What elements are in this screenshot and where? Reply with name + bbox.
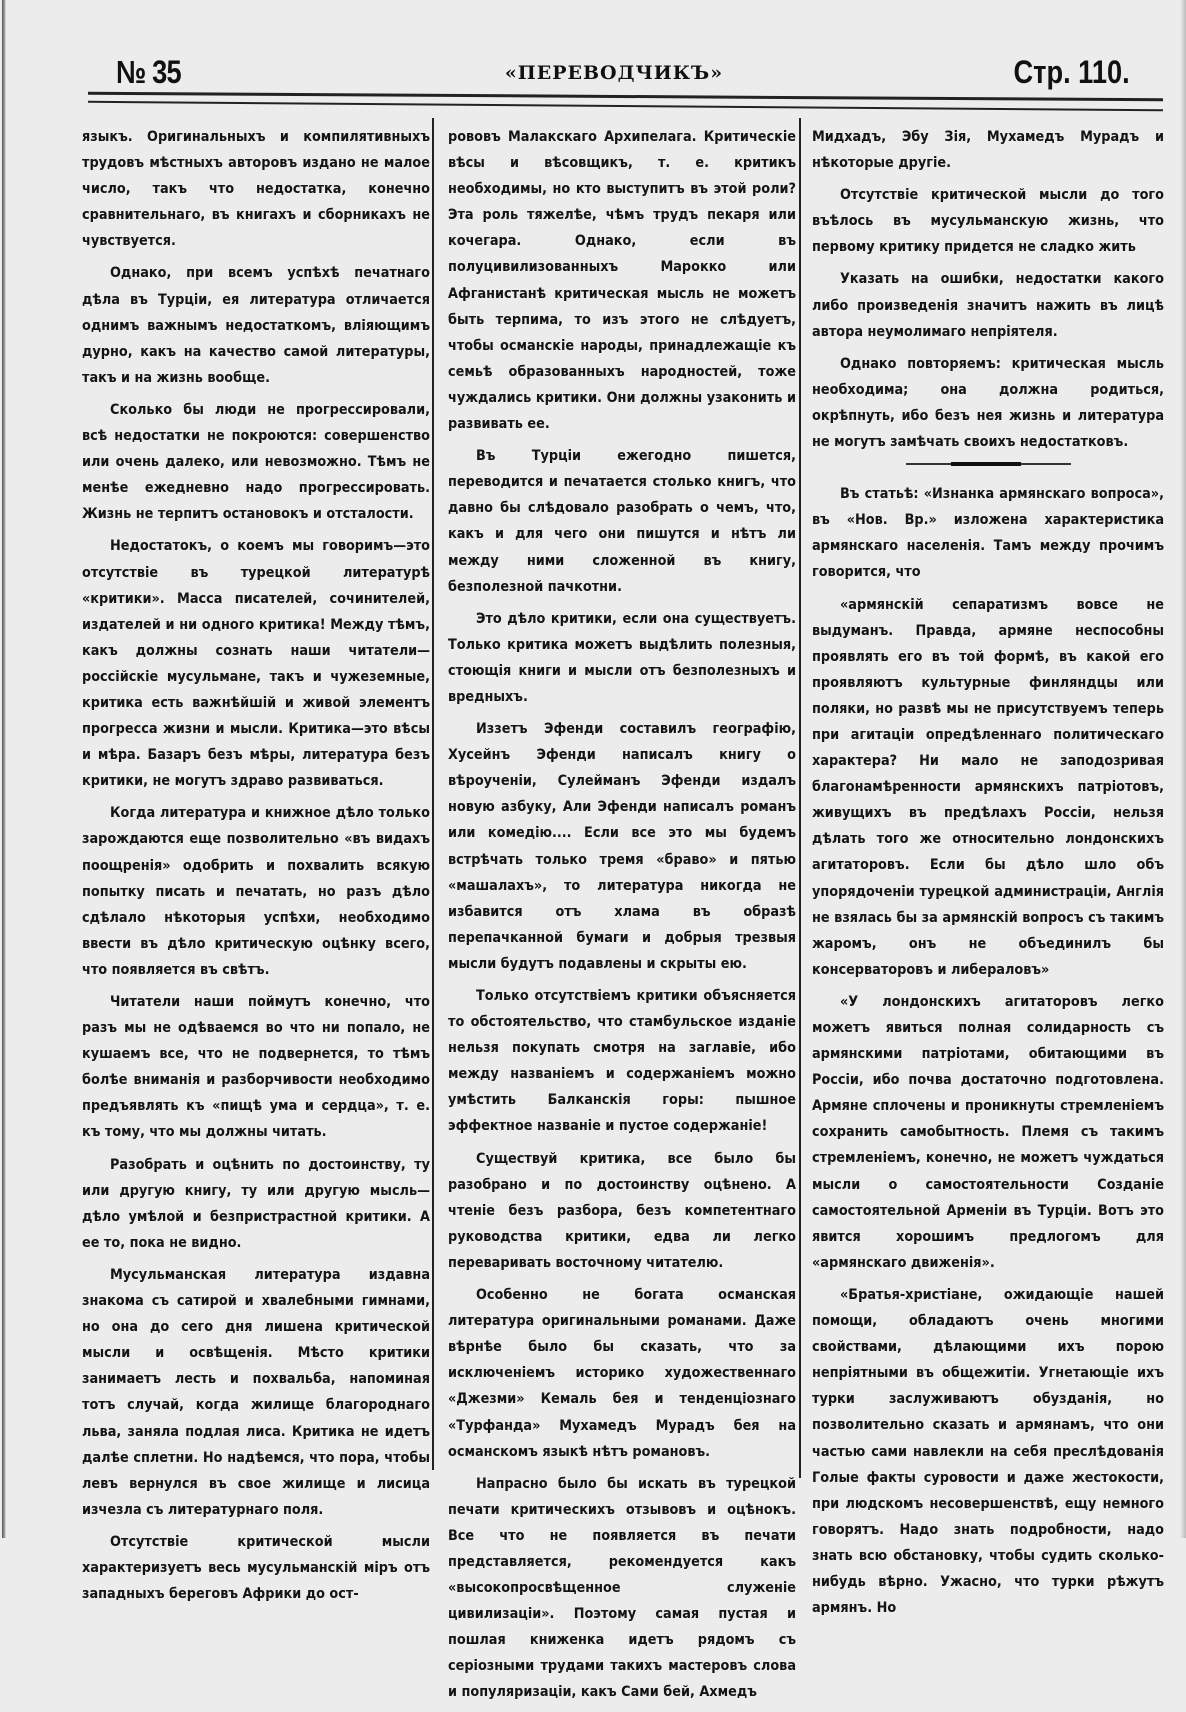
paragraph: Однако повторяемъ: критическая мысль необходима; она должна родиться, окрѣпнуть, ибо безъ нея жизнь и литература не могутъ замѣчать своихъ недостатковъ. [812,355,1164,451]
paragraph: Напрасно было бы искать въ турецкой печати критическихъ отзывовъ и оцѣнокъ. Все что не появляется въ печати представляется, рекомендуется какъ «высокопросвѣщенное служеніе цивилизаціи». Поэтому самая пустая и пошлая книженка идетъ рядомъ съ серіозными трудами такихъ мастеровъ слова и популяризаціи, какъ Сами бей, Ахмедъ [448,1475,796,1701]
column-2 [448,124,796,1712]
paragraph: Указать на ошибки, недостатки какого либо произведенія значитъ нажить въ лицѣ автора неумолимаго непріятеля. [812,271,1164,340]
paragraph: рововъ Малакскаго Архипелага. Критическіе вѣсы и вѣсовщикъ, т. е. критикъ необходимы, но кто выступитъ въ этой роли? Эта роль тяжелѣе, чѣмъ трудъ пекаря или кочегара. Однако, если въ полуцивилизованныхъ Марокко или Афганистанѣ критическая мысль не можетъ быть терпима, то изъ этого не слѣдуетъ, чтобы османскіе народы, принадлежащіе къ семьѣ образованныхъ народностей, тоже чуждались критики. Они должны узаконить и развивать ее. [448,129,796,433]
newspaper-title: «ПЕРЕВОДЧИКЪ» [504,62,724,84]
paragraph: Недостатокъ, о коемъ мы говоримъ—это отсутствіе въ турецкой литературѣ «критики». Масса писателей, сочинителей, издателей и ни одного критика! Между тѣмъ, какъ должны сознать наши читатели—россійскіе мусульмане, такъ и чужеземные, критика есть важнѣйшій и живой элементъ прогресса жизни и мысли. Критика—это вѣсы и мѣра. Базаръ безъ мѣры, литература безъ критики, не могутъ здраво развиваться. [82,538,430,790]
paragraph: Существуй критика, все было бы разобрано и по достоинству оцѣнено. А чтеніе безъ разбора, безъ компетентнаго руководства критики, едва ли легко переваривать восточному читателю. [448,1150,796,1271]
issue-number: № 35 [116,54,181,90]
column-1 [82,124,430,1613]
article-lead: Въ статьѣ: «Изнанка армянскаго вопроса», въ «Нов. Вр.» изложена характеристика армянскаго населенія. Тамъ между прочимъ говорится, что [812,486,1164,581]
paragraph: Мидхадъ, Эбу Зія, Мухамедъ Мурадъ и нѣкоторые другіе. [812,129,1164,172]
scan-right-edge [1180,0,1186,1538]
article-separator [906,463,1071,465]
page-number: Стр. 110. [1013,54,1130,90]
quote-paragraph: «У лондонскихъ агитаторовъ легко можетъ явиться полная солидарность съ армянскими патріотами, обитающими въ Россіи, ибо почва достаточно подготовлена. Армяне сплочены и проникнуты стремленіемъ сохранить самобытность. Племя съ такимъ стремленіемъ, конечно, не можетъ чуждаться мысли о самостоятельности Созданіе самостоятельной Арменіи въ Турціи. Вотъ это явится хорошимъ предлогомъ для «армянскаго движенія». [812,993,1164,1271]
paragraph: Въ Турціи ежегодно пишется, переводится и печатается столько книгъ, что давно бы слѣдовало разобрать о чемъ, что, какъ и для чего они пишутся и нѣтъ ли между ними сложенной въ книгу, безполезной пачкотни. [448,448,796,595]
paragraph: Только отсутствіемъ критики объясняется то обстоятельство, что стамбульское изданіе нельзя покупать смотря на заглавіе, ибо между названіемъ и содержаніемъ можно умѣстить Балканскія горы: пышное эффектное названіе и пустое содержаніе! [448,988,796,1135]
paragraph: Отсутствіе критической мысли до того въѣлось въ мусульманскую жизнь, что первому критику придется не сладко жить [812,187,1164,256]
paragraph: Читатели наши поймутъ конечно, что разъ мы не одѣваемся во что ни попало, не кушаемъ все, что не подвернется, то тѣмъ болѣе вниманія и разборчивости необходимо предъявлять къ «пищѣ ума и сердца», т. е. къ тому, что мы должны читать. [82,994,430,1141]
paragraph: Мусульманская литература издавна знакома съ сатирой и хвалебными гимнами, но она до сего дня лишена критической мысли и освѣщенія. Мѣсто критики занимаетъ лесть и похвальба, напоминая тотъ случай, когда жилище благороднаго льва, заняла подлая лиса. Критика не идетъ далѣе сплетни. Но надѣемся, что пора, чтобы левъ вернулся въ свое жилище и лисица изчезла съ литературнаго поля. [82,1266,430,1518]
paragraph: Особенно не богата османская литература оригинальными романами. Даже вѣрнѣе было бы сказать, что за исключеніемъ историко художественнаго «Джезми» Кемаль бея и тенденціознаго «Турфанда» Мухамедъ Мурадъ бея на османскомъ языкѣ нѣтъ романовъ. [448,1287,796,1460]
column-divider-2 [799,118,801,1478]
quote-paragraph: «армянскій сепаратизмъ вовсе не выдуманъ. Правда, армяне неспособны проявлять его въ той формѣ, въ какой его проявляютъ культурные финляндцы или поляки, но развѣ мы не присутствуемъ теперь при агитаціи опредѣленнаго политическаго характера? Ни мало не заподозривая благонамѣренности армянскихъ патріотовъ, живущихъ въ предѣлахъ Россіи, нельзя дѣлать того же относительно лондонскихъ агитаторовъ. Если бы дѣло шло объ упорядоченіи турецкой администраціи, Англія не взялась бы за армянскій вопросъ съ такимъ жаромъ, онъ не объединилъ бы консерваторовъ и либераловъ» [812,596,1164,978]
paragraph: Иззетъ Эфенди составилъ географію, Хусейнъ Эфенди написалъ книгу о вѣроученіи, Сулейманъ Эфенди издалъ новую азбуку, Али Эфенди написалъ романъ или комедію.... Если все это мы будемъ встрѣчать только тремя «браво» и пятью «машалахъ», то литература никогда не избавится отъ хлама въ образѣ перепачканной бумаги и добрыя трезвыя мысли будутъ подавлены и скрыты ею. [448,721,796,972]
column-divider-1 [432,118,434,1470]
paragraph: Это дѣло критики, если она существуетъ. Только критика можетъ выдѣлить полезныя, стоющія книги и мысли отъ безполезныхъ и вредныхъ. [448,610,796,705]
scan-edge-shadow [2,0,6,1538]
page-header [88,52,1140,92]
paragraph: языкъ. Оригинальныхъ и компилятивныхъ трудовъ мѣстныхъ авторовъ издано не малое число, такъ что недостатка, конечно сравнительнаго, въ книгахъ и сборникахъ не чувствуется. [82,129,430,250]
column-3 [812,124,1164,1627]
header-rule-bottom [88,101,1163,111]
paragraph: Сколько бы люди не прогрессировали, всѣ недостатки не покроются: совершенство или очень далеко, или невозможно. Тѣмъ не менѣе ежедневно надо прогрессировать. Жизнь не терпитъ остановокъ и отсталости. [82,401,430,523]
paragraph: Когда литература и книжное дѣло только зарождаются еще позволительно «въ видахъ поощренія» одобрить и похвалить всякую попытку писать и печатать, но разъ дѣло сдѣлало нѣкоторыя успѣхи, необходимо ввести въ дѣло критическую оцѣнку всего, что появляется въ свѣтъ. [82,805,430,978]
paragraph: Однако, при всемъ успѣхѣ печатнаго дѣла въ Турціи, ея литература отличается однимъ важнымъ недостаткомъ, вліяющимъ дурно, какъ на качество самой литературы, такъ и на жизнь вообще. [82,265,430,386]
paragraph: Отсутствіе критической мысли характеризуетъ весь мусульманскій міръ отъ западныхъ береговъ Африки до ост- [82,1533,430,1603]
quote-paragraph: «Братья-христіане, ожидающіе нашей помощи, обладаютъ очень многими свойствами, дѣлающими ихъ порою непріятными въ общежитіи. Угнетающіе ихъ турки заслуживаютъ обузданія, но позволительно сказать и армянамъ, что они частью сами навлекли на себя преслѣдованія Голые факты суровости и даже жестокости, при людскомъ несовершенствѣ, ещу немного говорятъ. Надо знать подробности, надо знать всю обстановку, чтобы судить сколько-нибудь вѣрно. Ужасно, что турки рѣжутъ армянъ. Но [812,1286,1164,1617]
paragraph: Разобрать и оцѣнить по достоинству, ту или другую книгу, ту или другую мысль—дѣло умѣлой и безпристрастной критики. А ее то, пока не видно. [82,1156,430,1251]
header-rule-top [88,92,1163,102]
